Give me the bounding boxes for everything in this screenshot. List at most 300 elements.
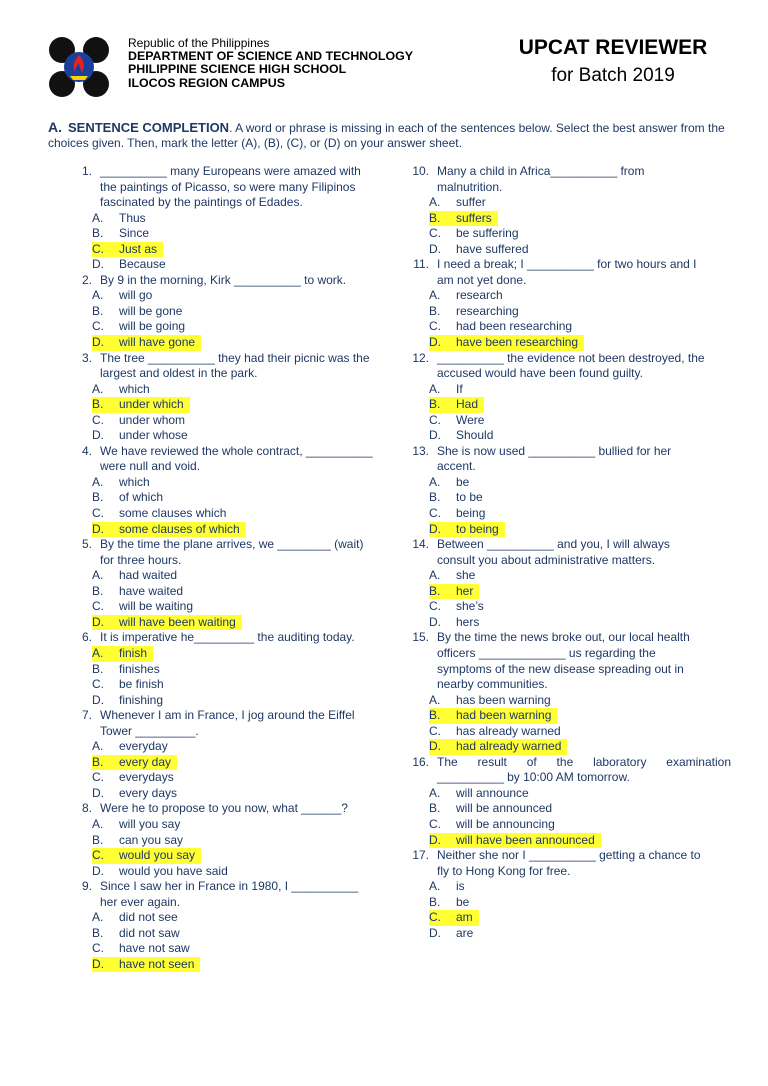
option-letter: B.: [92, 832, 104, 847]
option-letter: D.: [429, 739, 441, 754]
question-item: [401, 351, 731, 444]
option-text: is: [456, 879, 465, 894]
question-stem-text: __________ by 10:00 AM tomorrow.: [437, 770, 630, 785]
highlighted-answer: [92, 615, 242, 631]
option-text: be finish: [119, 677, 164, 692]
question-stem-line: [64, 708, 394, 724]
option-letter: C.: [92, 319, 104, 334]
answer-option-body: [92, 475, 156, 491]
question-number-spacer: [401, 662, 437, 678]
highlighted-answer: [92, 848, 201, 864]
answer-option: [64, 864, 394, 880]
questions-left-column: [64, 164, 394, 972]
option-text: have been researching: [456, 335, 579, 350]
answer-option: [64, 490, 394, 506]
option-text: every days: [119, 785, 178, 800]
question-item: [64, 801, 394, 879]
question-item: [64, 164, 394, 273]
answer-option-body: [429, 242, 535, 258]
question-number: 8.: [81, 801, 92, 816]
option-letter: D.: [92, 257, 104, 272]
answer-option: [64, 786, 394, 802]
answer-option-body: [429, 615, 485, 631]
answer-option-body: [92, 941, 196, 957]
option-letter: A.: [429, 474, 441, 489]
question-number-spacer: [64, 724, 100, 740]
option-letter: C.: [429, 723, 441, 738]
answer-option: [401, 786, 731, 802]
highlighted-answer: [92, 646, 153, 662]
answer-option-body: [429, 490, 489, 506]
question-stem-line: [64, 351, 394, 367]
answer-option: [401, 335, 731, 351]
option-text: everydays: [119, 770, 174, 785]
answer-option: [401, 817, 731, 833]
answer-option: [401, 288, 731, 304]
option-text: to be: [456, 490, 483, 505]
option-letter: B.: [429, 490, 441, 505]
highlighted-answer: [92, 335, 201, 351]
option-letter: D.: [92, 956, 104, 971]
question-stem-text: The result of the laboratory examination: [437, 754, 731, 769]
question-stem-line: [401, 553, 731, 569]
answer-option: [401, 382, 731, 398]
option-letter: C.: [429, 816, 441, 831]
answer-option: [401, 490, 731, 506]
question-stem-line: [64, 459, 394, 475]
answer-option: [401, 304, 731, 320]
answer-option: [64, 693, 394, 709]
answer-option-body: [92, 739, 174, 755]
option-letter: D.: [92, 863, 104, 878]
option-text: suffer: [456, 195, 486, 210]
question-stem-text: am not yet done.: [437, 272, 527, 287]
option-letter: A.: [92, 645, 104, 660]
option-letter: B.: [92, 661, 104, 676]
question-stem-text: accused would have been found guilty.: [437, 366, 643, 381]
question-stem-line: [64, 895, 394, 911]
option-letter: C.: [429, 599, 441, 614]
option-text: Because: [119, 257, 166, 272]
question-number-spacer: [64, 366, 100, 382]
option-letter: B.: [92, 303, 104, 318]
question-stem-line: [64, 273, 394, 289]
option-text: she: [456, 568, 476, 583]
option-letter: D.: [92, 785, 104, 800]
question-number-spacer: [401, 770, 437, 786]
option-letter: C.: [92, 848, 104, 863]
option-letter: D.: [429, 614, 441, 629]
document-title: [508, 34, 718, 90]
answer-option: [64, 226, 394, 242]
option-text: will be announcing: [456, 816, 555, 831]
question-item: [64, 708, 394, 801]
option-text: Since: [119, 226, 150, 241]
question-number: 15.: [412, 630, 429, 645]
option-text: had waited: [119, 568, 178, 583]
answer-option: [64, 755, 394, 771]
question-stem-line: [401, 755, 731, 771]
school-line: PHILIPPINE SCIENCE HIGH SCHOOL: [128, 62, 347, 77]
option-letter: C.: [92, 599, 104, 614]
option-letter: B.: [429, 708, 441, 723]
answer-option-body: [92, 584, 189, 600]
highlighted-answer: [429, 335, 584, 351]
question-number: 4.: [81, 443, 92, 458]
question-stem-text: __________ many Europeans were amazed with: [100, 164, 361, 178]
answer-option: [64, 910, 394, 926]
highlighted-answer: [429, 739, 567, 755]
republic-line: Republic of the Philippines: [128, 36, 270, 50]
option-text: under whose: [119, 428, 188, 443]
answer-option: [64, 211, 394, 227]
question-number-spacer: [64, 180, 100, 196]
answer-option-body: [429, 382, 469, 398]
option-text: be suffering: [456, 226, 519, 241]
answer-option: [64, 848, 394, 864]
question-stem-text: Since I saw her in France in 1980, I __________: [100, 879, 359, 894]
question-stem-line: [401, 848, 731, 864]
question-stem-text: for three hours.: [100, 552, 182, 567]
option-text: has already warned: [456, 723, 561, 738]
option-letter: D.: [92, 521, 104, 536]
answer-option: [64, 506, 394, 522]
answer-option-body: [429, 304, 525, 320]
answer-option-body: [429, 599, 490, 615]
option-text: some clauses which: [119, 506, 227, 521]
option-text: will be gone: [119, 303, 183, 318]
question-stem-line: [401, 864, 731, 880]
answer-option-body: [429, 288, 509, 304]
highlighted-answer: [429, 910, 479, 926]
option-text: to being: [456, 521, 499, 536]
question-stem-line: [401, 646, 731, 662]
option-text: everyday: [119, 739, 168, 754]
question-stem-text: the paintings of Picasso, so were many Filipinos: [100, 179, 356, 194]
option-letter: A.: [92, 288, 104, 303]
answer-option: [64, 584, 394, 600]
option-text: under which: [119, 397, 184, 412]
option-text: has been warning: [456, 692, 551, 707]
institution-header: [128, 37, 413, 90]
question-stem-line: [401, 351, 731, 367]
answer-option-body: [429, 413, 490, 429]
question-stem-line: [401, 459, 731, 475]
option-text: being: [456, 506, 486, 521]
option-letter: B.: [92, 583, 104, 598]
option-letter: A.: [92, 816, 104, 831]
option-text: which: [119, 474, 150, 489]
answer-option: [64, 522, 394, 538]
answer-option-body: [92, 211, 152, 227]
instructions-text: . A word or phrase is missing in each of the sentences below. Select the best answer from the choices given. Then, mark the letter (A), (B), (C), or (D) on your answer sheet.: [48, 121, 725, 151]
answer-option-body: [92, 910, 184, 926]
answer-option: [401, 615, 731, 631]
question-stem-text: Between __________ and you, I will always: [437, 537, 670, 552]
answer-option: [64, 382, 394, 398]
question-stem-text: largest and oldest in the park.: [100, 366, 258, 381]
highlighted-answer: [92, 522, 246, 538]
answer-option: [401, 475, 731, 491]
answer-option-body: [92, 288, 158, 304]
answer-option-body: [92, 693, 169, 709]
highlighted-answer: [429, 522, 505, 538]
option-letter: C.: [429, 226, 441, 241]
question-stem-line: [401, 273, 731, 289]
question-stem-line: [64, 537, 394, 553]
section-letter: A.: [48, 119, 62, 135]
option-letter: A.: [92, 739, 104, 754]
option-text: finishes: [119, 661, 160, 676]
option-letter: A.: [92, 381, 104, 396]
option-text: did not see: [119, 910, 178, 925]
question-stem-text: __________ the evidence not been destroyed, the: [437, 350, 705, 365]
question-item: [64, 351, 394, 444]
question-number: 2.: [81, 272, 92, 287]
option-letter: D.: [92, 614, 104, 629]
answer-option: [64, 817, 394, 833]
option-letter: B.: [429, 894, 441, 909]
answer-option: [64, 646, 394, 662]
option-letter: A.: [429, 381, 441, 396]
question-stem-line: [401, 257, 731, 273]
answer-option: [64, 662, 394, 678]
answer-option: [401, 211, 731, 227]
question-number: 11.: [413, 257, 429, 272]
answer-option-body: [92, 304, 188, 320]
answer-option: [401, 506, 731, 522]
answer-option-body: [92, 257, 172, 273]
question-number: 1.: [81, 164, 92, 178]
question-stem-line: [401, 180, 731, 196]
option-text: can you say: [119, 832, 184, 847]
option-letter: C.: [92, 941, 104, 956]
answer-option-body: [92, 226, 155, 242]
answer-option-body: [92, 428, 194, 444]
answer-option-body: [429, 879, 471, 895]
option-letter: C.: [429, 506, 441, 521]
option-letter: A.: [429, 568, 441, 583]
option-text: will have been waiting: [119, 614, 236, 629]
answer-option-body: [429, 319, 578, 335]
answer-option: [401, 926, 731, 942]
answer-option: [64, 941, 394, 957]
option-text: will be going: [119, 319, 186, 334]
option-text: every day: [119, 754, 172, 769]
question-stem-text: were null and void.: [100, 459, 201, 474]
question-number: 17.: [412, 848, 429, 863]
option-letter: D.: [429, 241, 441, 256]
answer-option-body: [92, 770, 180, 786]
option-letter: D.: [429, 521, 441, 536]
answer-option: [401, 910, 731, 926]
option-text: suffers: [456, 210, 492, 225]
option-letter: B.: [429, 583, 441, 598]
question-stem-text: malnutrition.: [437, 179, 503, 194]
option-text: Should: [456, 428, 494, 443]
answer-option: [64, 428, 394, 444]
answer-option-body: [429, 428, 499, 444]
option-text: will be waiting: [119, 599, 194, 614]
answer-option-body: [92, 413, 191, 429]
answer-option: [64, 319, 394, 335]
question-number: 12.: [412, 350, 429, 365]
answer-option-body: [429, 895, 475, 911]
highlighted-answer: [92, 242, 163, 258]
answer-option: [401, 195, 731, 211]
answer-option: [64, 926, 394, 942]
question-stem-text: Many a child in Africa__________ from: [437, 164, 645, 178]
option-letter: B.: [429, 210, 441, 225]
option-letter: B.: [429, 801, 441, 816]
questions-right-column: [401, 164, 731, 941]
option-text: will you say: [119, 816, 181, 831]
option-text: researching: [456, 303, 519, 318]
question-number-spacer: [401, 864, 437, 880]
question-stem-line: [64, 180, 394, 196]
option-text: she’s: [456, 599, 484, 614]
question-stem-line: [64, 366, 394, 382]
question-stem-text: I need a break; I __________ for two hours and I: [437, 257, 697, 272]
answer-option-body: [429, 817, 561, 833]
title-line-2: for Batch 2019: [551, 65, 675, 86]
option-letter: D.: [429, 925, 441, 940]
option-letter: B.: [92, 397, 104, 412]
question-stem-text: Whenever I am in France, I jog around the Eiffel: [100, 708, 355, 723]
question-stem-line: [64, 553, 394, 569]
answer-option: [64, 677, 394, 693]
option-text: research: [456, 288, 503, 303]
option-text: Had: [456, 397, 479, 412]
option-text: will be announced: [456, 801, 553, 816]
answer-option-body: [429, 568, 481, 584]
question-stem-text: The tree __________ they had their picnic was the: [100, 350, 370, 365]
answer-option: [401, 584, 731, 600]
answer-option-body: [429, 506, 491, 522]
question-item: [64, 273, 394, 351]
question-stem-text: She is now used __________ bullied for her: [437, 443, 672, 458]
option-text: would you have said: [119, 863, 228, 878]
question-stem-text: By the time the plane arrives, we ________ (wait): [100, 537, 364, 552]
answer-option-body: [92, 786, 183, 802]
option-letter: A.: [92, 910, 104, 925]
answer-option-body: [92, 490, 169, 506]
answer-option: [64, 335, 394, 351]
option-letter: D.: [429, 832, 441, 847]
question-stem-text: officers _____________ us regarding the: [437, 645, 656, 660]
question-stem-text: By 9 in the morning, Kirk __________ to work.: [100, 272, 347, 287]
option-letter: A.: [429, 288, 441, 303]
answer-option: [401, 428, 731, 444]
question-number: 9.: [81, 879, 92, 894]
option-text: under whom: [119, 412, 186, 427]
answer-option: [401, 724, 731, 740]
option-letter: B.: [92, 925, 104, 940]
question-item: [401, 630, 731, 754]
answer-option: [64, 288, 394, 304]
question-number: 10.: [412, 164, 429, 178]
answer-option: [64, 599, 394, 615]
option-letter: D.: [429, 335, 441, 350]
answer-option: [401, 397, 731, 413]
option-letter: A.: [429, 879, 441, 894]
question-number-spacer: [401, 273, 437, 289]
question-stem-line: [64, 724, 394, 740]
option-letter: C.: [429, 910, 441, 925]
question-number: 3.: [81, 350, 92, 365]
question-stem-text: Neither she nor I __________ getting a chance to: [437, 848, 701, 863]
question-item: [401, 444, 731, 537]
option-letter: B.: [92, 226, 104, 241]
answer-option: [401, 739, 731, 755]
question-stem-text: her ever again.: [100, 894, 181, 909]
answer-option: [401, 708, 731, 724]
answer-option: [401, 599, 731, 615]
highlighted-answer: [92, 957, 200, 973]
option-letter: B.: [429, 303, 441, 318]
option-letter: B.: [92, 754, 104, 769]
answer-option: [64, 413, 394, 429]
question-number-spacer: [401, 646, 437, 662]
question-stem-line: [401, 630, 731, 646]
answer-option: [401, 879, 731, 895]
question-stem-line: [64, 630, 394, 646]
option-letter: B.: [92, 490, 104, 505]
answer-option-body: [429, 926, 479, 942]
question-stem-line: [64, 879, 394, 895]
question-stem-line: [401, 537, 731, 553]
answer-option: [64, 615, 394, 631]
option-text: have not saw: [119, 941, 190, 956]
question-stem-line: [401, 662, 731, 678]
answer-option: [401, 693, 731, 709]
answer-option: [401, 226, 731, 242]
option-text: would you say: [119, 848, 196, 863]
option-letter: A.: [92, 568, 104, 583]
answer-option: [64, 739, 394, 755]
answer-option-body: [429, 226, 525, 242]
answer-option-body: [429, 475, 475, 491]
question-number-spacer: [401, 366, 437, 382]
answer-option: [401, 413, 731, 429]
option-text: which: [119, 381, 150, 396]
answer-option: [64, 257, 394, 273]
campus-line: ILOCOS REGION CAMPUS: [128, 75, 285, 90]
title-line-1: UPCAT REVIEWER: [518, 36, 708, 59]
answer-option: [64, 568, 394, 584]
answer-option: [401, 895, 731, 911]
question-number-spacer: [401, 180, 437, 196]
question-stem-line: [64, 164, 394, 180]
question-stem-text: fascinated by the paintings of Edades.: [100, 195, 303, 210]
question-item: [401, 537, 731, 630]
question-stem-line: [64, 444, 394, 460]
option-text: Just as: [119, 241, 158, 256]
answer-option-body: [429, 195, 492, 211]
highlighted-answer: [92, 397, 190, 413]
highlighted-answer: [92, 755, 177, 771]
option-letter: C.: [92, 241, 104, 256]
question-stem-line: [401, 164, 731, 180]
option-letter: D.: [429, 428, 441, 443]
question-number-spacer: [401, 459, 437, 475]
question-item: [401, 755, 731, 848]
option-text: had been warning: [456, 708, 552, 723]
answer-option-body: [92, 864, 234, 880]
answer-option-body: [429, 786, 535, 802]
answer-option-body: [92, 677, 170, 693]
option-letter: C.: [429, 412, 441, 427]
